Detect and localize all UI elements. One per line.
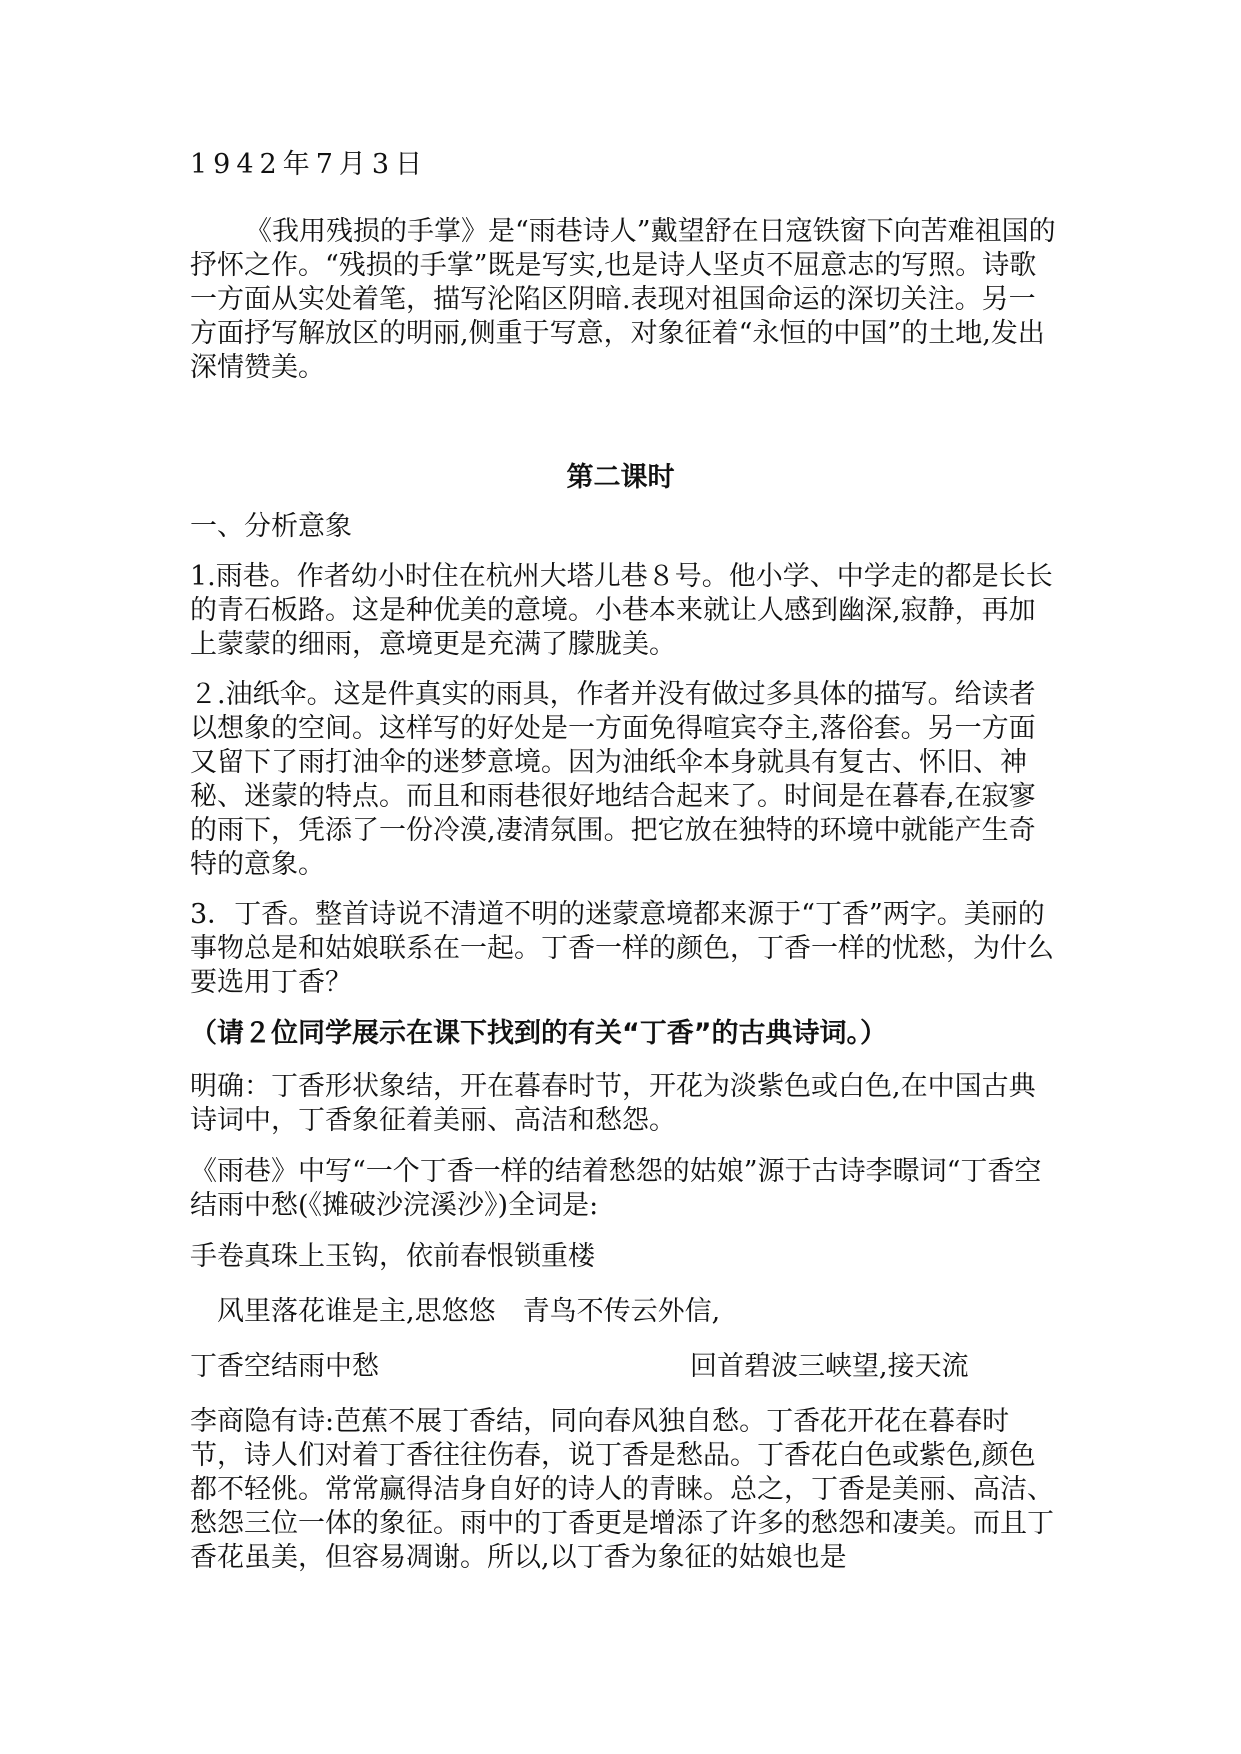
source-paragraph: 《雨巷》中写“一个丁香一样的结着愁怨的姑娘”源于古诗李暻词“丁香空结雨中愁(《摊破沙浣溪沙》)全词是: — [190, 1156, 1042, 1221]
intro-paragraph: 《我用残损的手掌》是“雨巷诗人”戴望舒在日寇铁窗下向苦难祖国的抒怀之作。“残损的手掌”既是写实,也是诗人坚贞不屈意志的写照。诗歌一方面从实处着笔，描写沦陷区阴暗.表现对祖国命运的深切关注。另一方面抒写解放区的明丽,侧重于写意，对象征着“永恒的中国”的土地,发出深情赞美。 — [190, 216, 1056, 383]
poem-line-3-right: 回首碧波三峡望,接天流 — [690, 1351, 969, 1382]
date-line: 1942年7月3日 — [190, 149, 429, 180]
clarify-paragraph: 明确：丁香形状象结，开在暮春时节，开花为淡紫色或白色,在中国古典诗词中，丁香象征着美丽、高洁和愁怨。 — [190, 1071, 1036, 1136]
item-rain-alley: 1.雨巷。作者幼小时住在杭州大塔儿巷８号。他小学、中学走的都是长长的青石板路。这是种优美的意境。小巷本来就让人感到幽深,寂静，再加上蒙蒙的细雨，意境更是充满了朦胧美。 — [190, 561, 1053, 660]
item-oil-umbrella: ２.油纸伞。这是件真实的雨具，作者并没有做过多具体的描写。给读者以想象的空间。这样写的好处是一方面免得喧宾夺主,落俗套。另一方面又留下了雨打油伞的迷梦意境。因为油纸伞本身就具有复古、怀旧、神秘、迷蒙的特点。而且和雨巷很好地结合起来了。时间是在暮春,在寂寥的雨下，凭添了一份冷漠,凄清氛围。把它放在独特的环境中就能产生奇特的意象。 — [190, 679, 1036, 880]
class-prompt: （请２位同学展示在课下找到的有关“丁香”的古典诗词。） — [190, 1018, 887, 1049]
closing-paragraph: 李商隐有诗:芭蕉不展丁香结，同向春风独自愁。丁香花开花在暮春时节，诗人们对着丁香往往伤春，说丁香是愁品。丁香花白色或紫色,颜色都不轻佻。常常赢得洁身自好的诗人的青睐。总之，丁香是美丽、高洁、愁怨三位一体的象征。雨中的丁香更是增添了许多的愁怨和凄美。而且丁香花虽美，但容易凋谢。所以,以丁香为象征的姑娘也是 — [190, 1406, 1054, 1573]
poem-line-2: 风里落花谁是主,思悠悠 青鸟不传云外信, — [217, 1296, 721, 1327]
section-title: 第二课时 — [566, 462, 675, 493]
poem-line-3-left: 丁香空结雨中愁 — [190, 1351, 379, 1382]
poem-line-1: 手卷真珠上玉钩，依前春恨锁重楼 — [190, 1241, 595, 1272]
item-lilac: 3．丁香。整首诗说不清道不明的迷蒙意境都来源于“丁香”两字。美丽的事物总是和姑娘联系在一起。丁香一样的颜色，丁香一样的忧愁，为什么要选用丁香？ — [190, 899, 1054, 998]
section-heading: 一、分析意象 — [190, 511, 352, 542]
